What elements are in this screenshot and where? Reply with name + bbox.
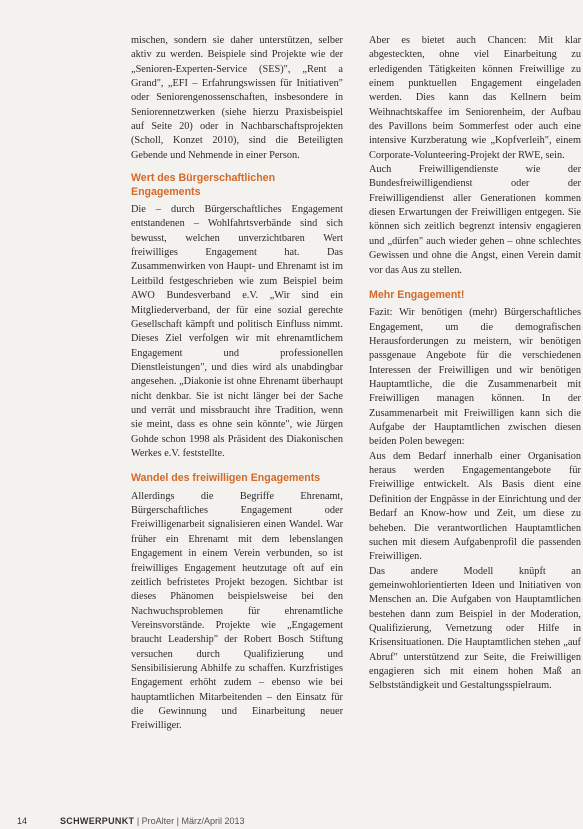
- footer-separator-2: |: [174, 816, 182, 826]
- left-paragraph-1: mischen, sondern sie daher unterstützen, selber aktiv zu werden. Beispiele sind Projekte wie der „Senioren-Experten-Service (SES)", „Rent a Grand", „EFI – Erfahrungswissen für Initiativen" oder Seniorengenossenschaften, insbesondere in Seniorennetzwerken (siehe hierzu Praxisbeispiel auf Seite 20) oder in Nachbarschaftsprojekten (Scholl, Konzet 2010), sind die Beteiligten Gebende und Nehmende in einer Person.: [131, 35, 343, 161]
- right-paragraph-3: Fazit: Wir benötigen (mehr) Bürgerschaftliches Engagement, um die demografischen Herausforderungen zu meistern, wir benötigen passgenaue Angebote für die verschiedenen Interessen der Freiwilligen und wir benötigen Hauptamtliche, die die Zusammenarbeit mit Freiwilligen managen können. In der Zusammenarbeit mit Freiwilligen kann sich die Aufgabe der Hauptamtlichen zwischen diesen beiden Polen bewegen:: [369, 307, 581, 448]
- right-paragraph-4: Aus dem Bedarf innerhalb einer Organisation heraus werden Engagementangebote für Freiwillige entwickelt. Als Basis dient eine Definition der Engpässe in der Einrichtung und der Bedarf an Know-how und Zeit, um diese zu beheben. Die verantwortlichen Hauptamtlichen suchen mit diesem Aufgabenprofil die passenden Freiwilligen.: [369, 450, 581, 563]
- left-paragraph-2: Die – durch Bürgerschaftliches Engagement entstandenen – Wohlfahrtsverbände sind sich bewusst, welchen unverzichtbaren Wert freiwilliges Engagement hat. Das Zusammenwirken von Haupt- und Ehrenamt ist im Leitbild festgeschrieben wie zum Beispiel beim AWO Bundesverband e.V. „Wir sind ein Mitgliederverband, der für eine sozial gerechte Gesellschaft kämpft und politisch Einfluss nimmt. Dieses Ziel verfolgen wir mit ehrenamtlichem Engagement und professionellen Dienstleistungen", und dies wird als unabdingbar angesehen. „Diakonie ist ohne Ehrenamt überhaupt nicht denkbar. Sie ist nicht länger bei der Sache und verrät und missbraucht ihre Tradition, wenn sie meint, dass es ohne sein könnte", wie Jürgen Gohde schon 1998 als Präsident des Diakonischen Werkes e.V. feststellte.: [131, 204, 343, 459]
- section-label: SCHWERPUNKT: [60, 816, 135, 826]
- issue-date: März/April 2013: [181, 816, 245, 826]
- page-number: 14: [17, 816, 28, 826]
- footer-separator-1: |: [134, 816, 142, 826]
- right-paragraph-1: Aber es bietet auch Chancen: Mit klar abgesteckten, ohne viel Einarbeitung zu erledigenden Tätigkeiten können Freiwillige zu einem punktuellen Engagement eingeladen werden. Dies kann das Kellnern beim Weihnachtskaffee im Seniorenheim, der Aufbau des Pavillons beim Sommerfest oder auch eine intensive Kurzberatung wie „Kopfverleih", einem Corporate-Volunteering-Projekt der RWE, sein.: [369, 35, 581, 161]
- heading-wandel-des-engagements: Wandel des freiwilligen Engagements: [131, 472, 321, 485]
- left-text-column: [131, 34, 343, 734]
- page-footer: [17, 816, 577, 826]
- right-paragraph-5: Das andere Modell knüpft an gemeinwohlorientierten Ideen und Initiativen von Menschen an. Die Aufgaben von Hauptamtlichen bestehen dann zum Beispiel in der Moderation, Qualifizierung, Vernetzung oder Hilfe in Krisensituationen. Die Hauptamtlichen stehen „auf Abruf" unterstützend zur Seite, die Freiwilligen engagieren sich mit einem hohen Maß an Selbstständigkeit und Gestaltungsspielraum.: [369, 565, 581, 692]
- magazine-name: ProAlter: [141, 816, 175, 826]
- left-paragraph-3: Allerdings die Begriffe Ehrenamt, Bürgerschaftliches Engagement oder Freiwilligenarbeit signalisieren einen Wandel. War früher ein Ehrenamt mit dem lebenslangen Engagement in einem Verein verbunden, so ist freiwilliges Engagement heutzutage oft auf ein zeitlich befristetes Projekt bezogen. Sichtbar ist dieses Phänomen beispielsweise bei den Nachwuchsproblemen für ehrenamtliche Vereinsvorstände. Projekte wie „Engagement braucht Leadership" der Robert Bosch Stiftung versuchen durch Qualifizierung und Sensibilisierung Abhilfe zu schaffen. Kurzfristiges Engagement erhöht zudem – ebenso wie bei hauptamtlichen Mitarbeitenden – den Einsatz für die Gewinnung und Einarbeitung neuer Freiwilliger.: [131, 490, 343, 732]
- right-paragraph-2: Auch Freiwilligendienste wie der Bundesfreiwilligendienst oder der Freiwilligendienst aller Generationen kommen diesen Erwartungen der Freiwilligen entgegen. Sie können sich zeitlich begrenzt intensiv engagieren und „dürfen" auch wieder gehen – ohne schlechtes Gewissen und ohne die Angst, einen Verein damit vor das Aus zu stellen.: [369, 164, 581, 276]
- right-text-column: [369, 34, 581, 694]
- heading-mehr-engagement: Mehr Engagement!: [369, 288, 465, 301]
- heading-wert-des-engagements: Wert des Bürgerschaftlichen Engagements: [131, 172, 276, 198]
